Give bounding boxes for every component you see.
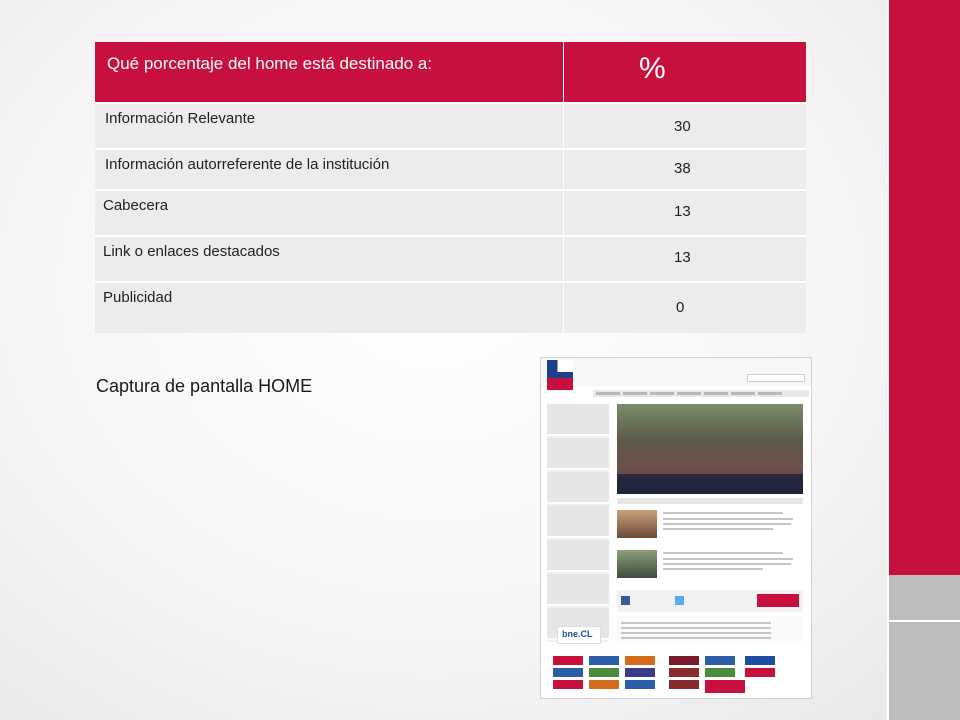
row-value: 0: [676, 299, 685, 316]
table-header-percent: [564, 42, 807, 103]
screenshot-news-heading: [617, 498, 803, 504]
twitter-icon: [675, 596, 684, 605]
row-value: 13: [674, 203, 691, 220]
band-gray-divider: [889, 620, 960, 622]
table-row: [95, 236, 806, 282]
percentage-table: [95, 42, 806, 333]
screenshot-sidebar: [547, 404, 609, 642]
screenshot-search-box: [747, 374, 805, 382]
facebook-icon: [621, 596, 630, 605]
screenshot-news-item: [617, 548, 803, 584]
homepage-screenshot: [540, 357, 812, 699]
bne-logo: bne.CL: [557, 626, 601, 644]
screenshot-partner-logos: [549, 654, 805, 694]
row-label: Link o enlaces destacados: [103, 243, 280, 260]
screenshot-novedades: [617, 616, 803, 642]
table-row: [95, 282, 806, 333]
table-row: [95, 190, 806, 236]
screenshot-hero-photo: [617, 404, 803, 494]
row-label: Información autorreferente de la institución: [105, 156, 390, 173]
header-percent-symbol: %: [639, 52, 666, 85]
screenshot-social-bar: [617, 590, 803, 612]
screenshot-nav-bar: [593, 390, 809, 397]
screenshot-news-item: [617, 508, 803, 544]
row-label: Publicidad: [103, 289, 173, 306]
table-row: [95, 103, 806, 149]
right-gray-band: [889, 575, 960, 720]
row-value: 30: [674, 118, 691, 135]
screenshot-banner: [757, 594, 799, 607]
row-label: Información Relevante: [105, 110, 256, 127]
row-value: 13: [674, 249, 691, 266]
row-label: Cabecera: [103, 197, 169, 214]
band-divider: [887, 0, 889, 720]
gov-logo: [547, 360, 573, 390]
caption: Captura de pantalla HOME: [96, 376, 313, 396]
table-header-question: [95, 42, 564, 103]
row-value: 38: [674, 160, 691, 177]
right-accent-band: [889, 0, 960, 575]
table-row: [95, 149, 806, 190]
table-header-row: [95, 42, 806, 103]
header-question-text: Qué porcentaje del home está destinado a:: [107, 54, 433, 73]
